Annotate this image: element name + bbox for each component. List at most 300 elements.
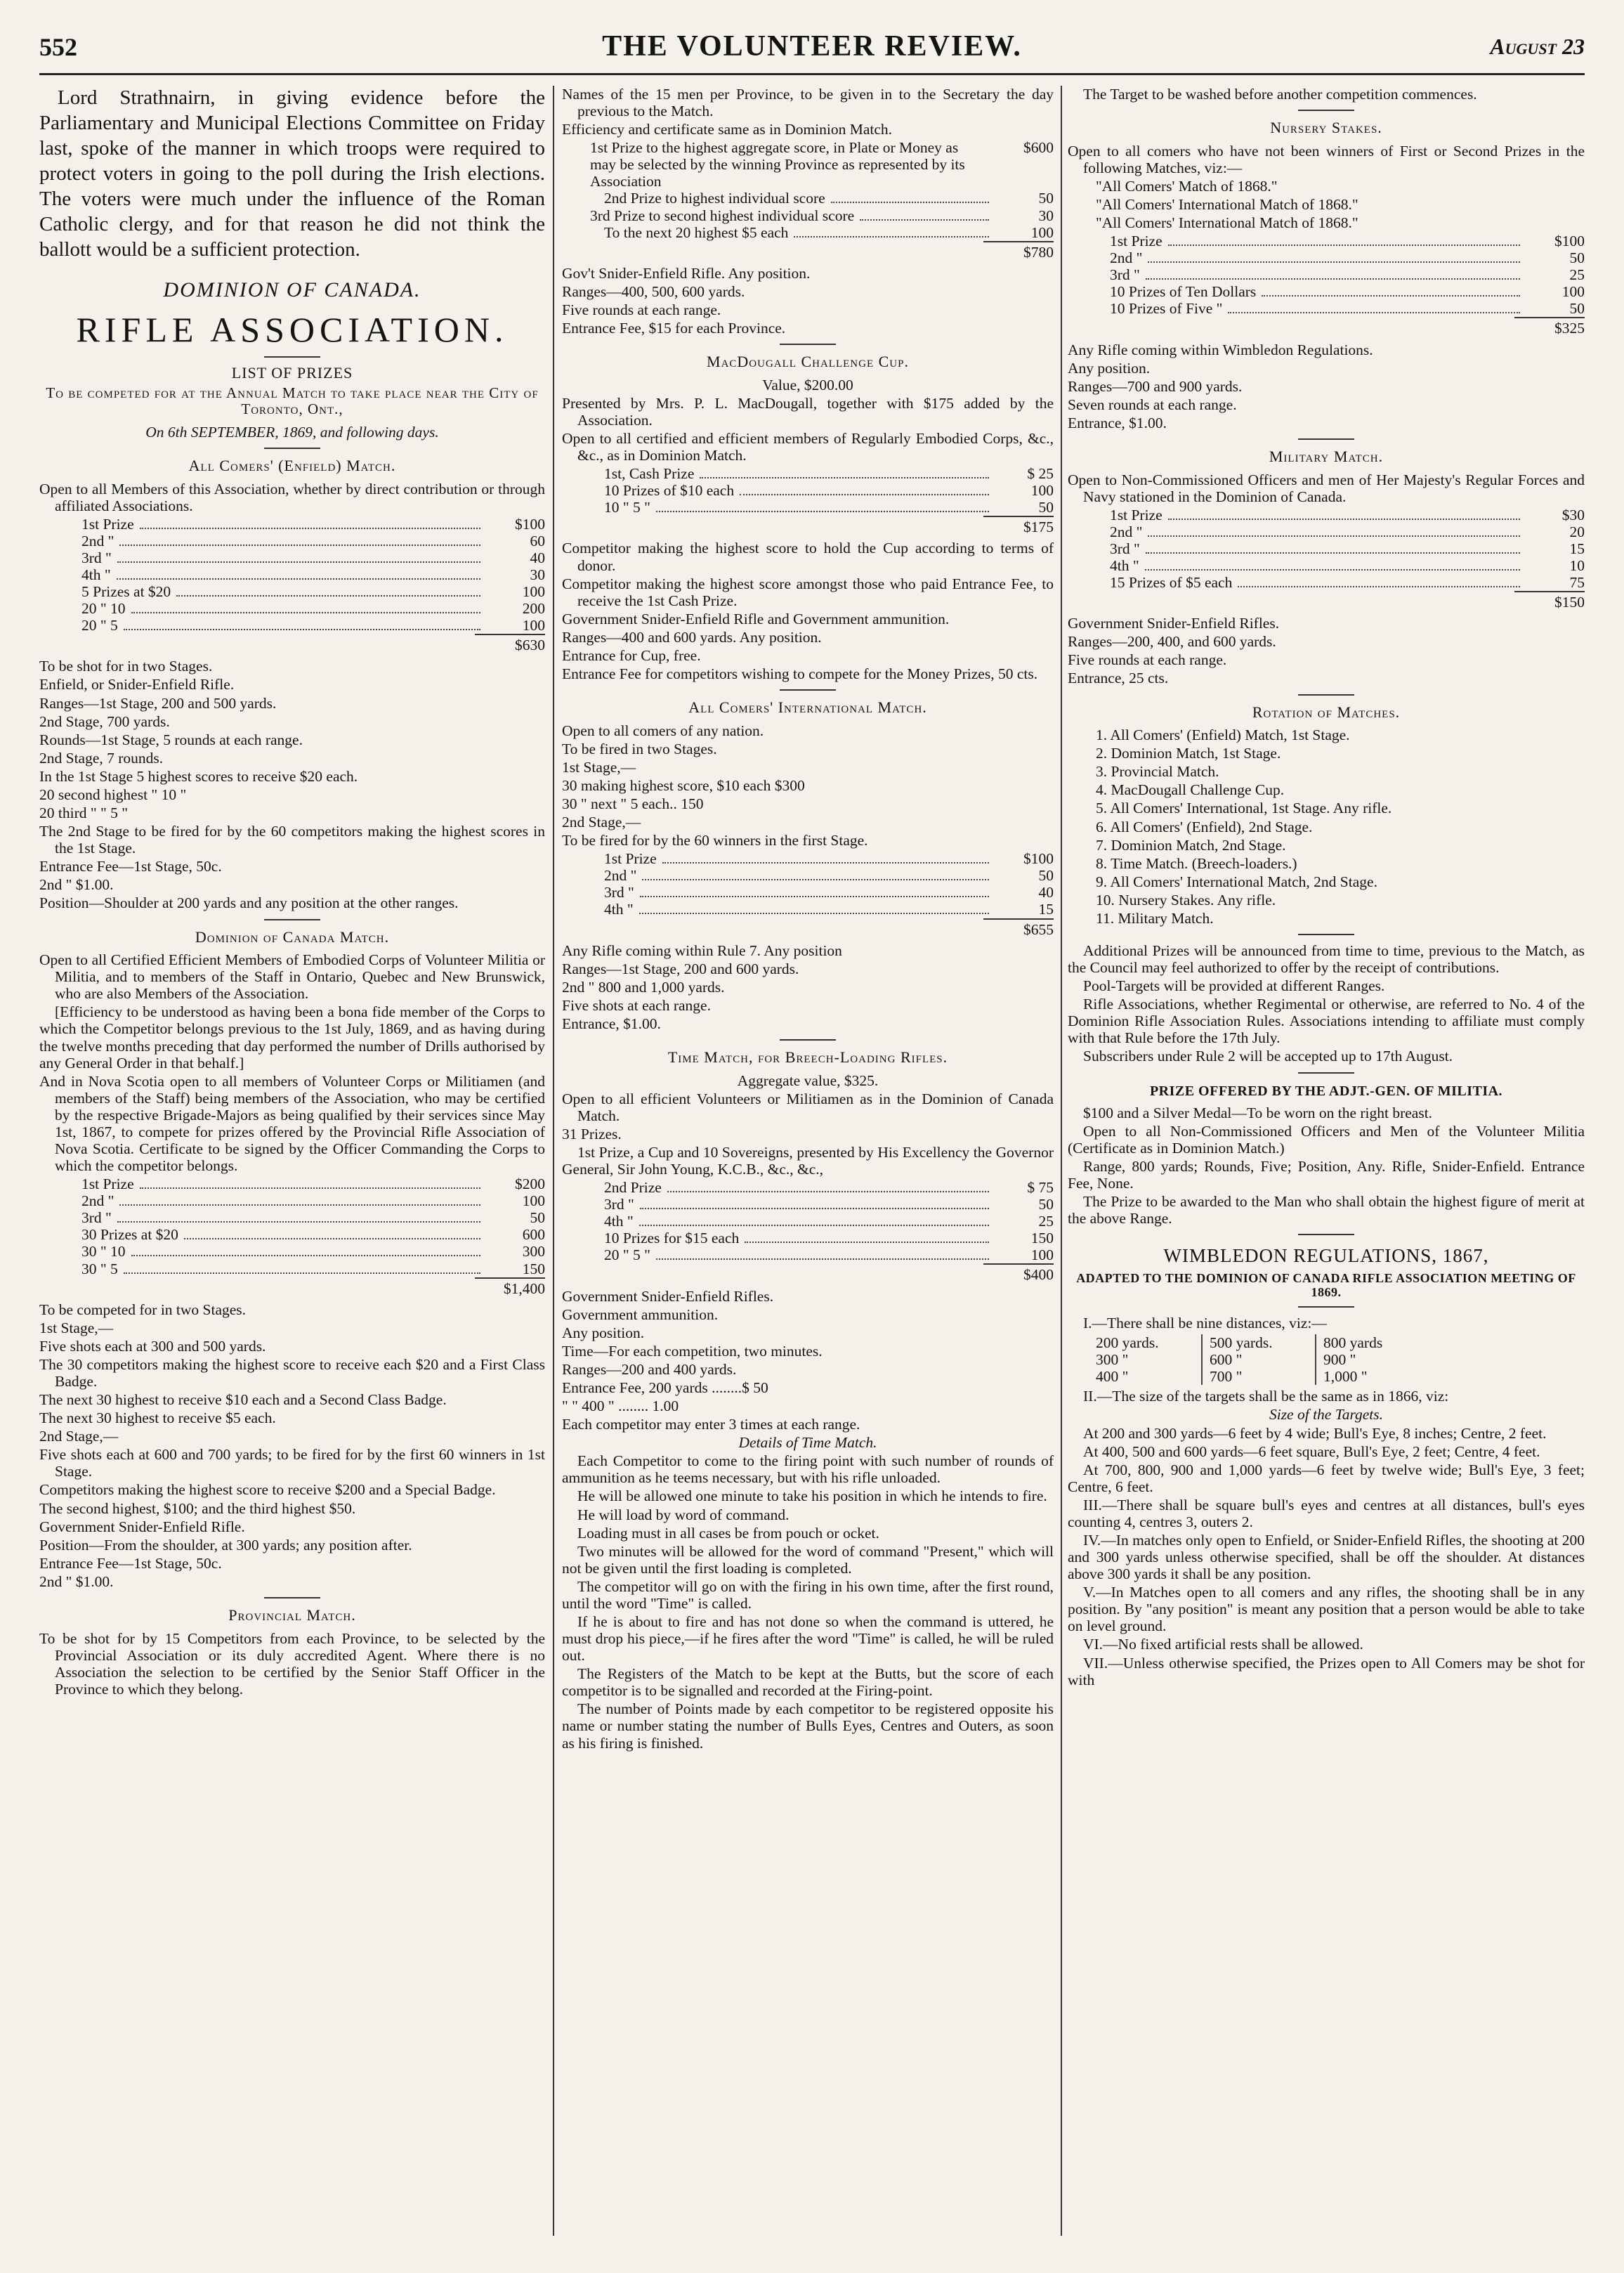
heading-all-comers-match: All Comers' (Enfield) Match. <box>188 457 396 474</box>
prize-row <box>1068 233 1585 249</box>
prize-value: 50 <box>1569 249 1585 267</box>
heading-rotation: Rotation of Matches. <box>1252 703 1401 721</box>
heading-dominion: DOMINION OF CANADA. <box>163 278 421 301</box>
prize-value: 600 <box>522 1226 545 1244</box>
prize-row <box>1068 507 1585 523</box>
rotation-notes <box>1068 942 1585 1065</box>
heading-wimbledon: WIMBLEDON REGULATIONS, 1867, <box>1163 1245 1489 1267</box>
adj-paras <box>1068 1105 1585 1227</box>
text-line: "All Comers' International Match of 1868." <box>1096 214 1358 232</box>
text-line: 3. Provincial Match. <box>1096 763 1219 781</box>
leader-dots <box>1168 245 1520 246</box>
prize-label: 3rd " <box>81 1209 112 1227</box>
aci-after <box>562 942 1054 1032</box>
text-line: Seven rounds at each range. <box>1068 396 1237 413</box>
prize-label: 30 " 10 <box>81 1243 126 1261</box>
divider <box>1298 694 1354 696</box>
text-line: Five shots each at 300 and 500 yards. <box>39 1337 266 1355</box>
text-line: Five shots each at 600 and 700 yards; to be fired for by the first 60 winners in 1st Stage. <box>39 1446 545 1480</box>
prize-label: 20 " 5 <box>81 617 118 634</box>
prize-value: $200 <box>515 1175 545 1193</box>
distances-table <box>1089 1334 1585 1385</box>
prize-label: 4th " <box>1110 556 1139 574</box>
prize-value: 50 <box>1038 190 1054 207</box>
leader-dots <box>119 1204 480 1206</box>
prize-label: 30 " 5 <box>81 1260 118 1277</box>
leader-dots <box>1146 552 1520 554</box>
prize-value: 30 <box>1038 207 1054 224</box>
prov-total: $780 <box>983 241 1054 261</box>
text-line: The Prize to be awarded to the Man who shall obtain the highest figure of merit at the above Range. <box>1068 1193 1585 1227</box>
text-line: At 400, 500 and 600 yards—6 feet square, Bull's Eye, 2 feet; Centre, 4 feet. <box>1083 1442 1540 1460</box>
text-line: The number of Points made by each competitor to be registered opposite his name or number stating the number of Bulls Eyes, Centres and Outers, as soon as his firing is finished. <box>562 1700 1054 1752</box>
text-line: 2nd Stage, 700 yards. <box>39 712 170 730</box>
heading-military-match: Military Match. <box>1269 447 1384 465</box>
prize-row <box>39 1261 545 1277</box>
time-rules <box>562 1452 1054 1751</box>
text-line: The 30 competitors making the highest score to receive each $20 and a First Class Badge. <box>39 1355 545 1390</box>
text-line: Each competitor may enter 3 times at each range. <box>562 1416 860 1433</box>
prize-value: 40 <box>530 549 545 566</box>
prize-label: 10 " 5 " <box>604 499 650 516</box>
prize-value: $100 <box>1023 850 1054 868</box>
prize-label: 1st Prize <box>604 850 657 868</box>
text-line: IV.—In matches only open to Enfield, or Snider-Enfield Rifles, the shooting at 200 and 300 yards unless otherwise specified, shall be off the shoulder. At distances above 300 yards it shall be any position. <box>1068 1531 1585 1583</box>
text-line: The second highest, $100; and the third highest $50. <box>39 1499 356 1517</box>
text-line: At 200 and 300 yards—6 feet by 4 wide; Bull's Eye, 8 inches; Centre, 2 feet. <box>1083 1424 1547 1442</box>
prize-row <box>39 617 545 634</box>
time-count: 31 Prizes. <box>562 1125 622 1142</box>
leader-dots <box>662 862 989 864</box>
prize-row <box>1068 523 1585 540</box>
leader-dots <box>124 629 480 630</box>
leader-dots <box>1146 278 1520 280</box>
prize-label: 10 Prizes for $15 each <box>604 1230 740 1247</box>
distance-column <box>1316 1334 1429 1385</box>
prize-value: $ 75 <box>1027 1179 1054 1197</box>
distance-cell: 600 " <box>1210 1351 1243 1369</box>
prize-value: 25 <box>1569 266 1585 284</box>
wimbledon-subtitle: ADAPTED TO THE DOMINION OF CANADA RIFLE ASSOCIATION MEETING OF 1869. <box>1076 1270 1576 1299</box>
divider <box>1298 1306 1354 1308</box>
time-open: Open to all efficient Volunteers or Militiamen as in the Dominion of Canada Match. <box>562 1090 1054 1124</box>
text-line: Ranges—400, 500, 600 yards. <box>562 282 745 300</box>
prize-row <box>562 207 1054 224</box>
leader-dots <box>124 1272 480 1274</box>
text-line: 20 third " " 5 " <box>39 805 129 822</box>
prize-label: 2nd " <box>81 1192 114 1210</box>
prize-label: 5 Prizes at $20 <box>81 583 171 601</box>
text-line: Government Snider-Enfield Rifle. <box>39 1518 245 1535</box>
prize-value: 50 <box>1038 499 1054 516</box>
size-targets-heading: Size of the Targets. <box>1269 1406 1384 1424</box>
prize-row <box>562 224 1054 241</box>
text-line: Entrance, 25 cts. <box>1068 670 1169 687</box>
text-line: Open to all Non-Commissioned Officers and Men of the Volunteer Militia (Certificate as in Dominion Match.) <box>1068 1123 1585 1157</box>
rotation-list <box>1068 727 1585 927</box>
prize-value: 50 <box>1038 1196 1054 1213</box>
text-line: Entrance Fee—1st Stage, 50c. <box>39 1554 222 1572</box>
prize-label: 4th " <box>81 566 111 584</box>
prize-row <box>39 583 545 600</box>
prize-row <box>39 516 545 533</box>
acm-open: Open to all Members of this Association, whether by direct contribution or through affiliated Associations. <box>39 480 545 514</box>
time-details-heading: Details of Time Match. <box>738 1434 877 1452</box>
leader-dots <box>642 879 989 880</box>
match-date: On 6th SEPTEMBER, 1869, and following days. <box>145 423 439 441</box>
prize-row <box>39 1192 545 1209</box>
publication-title: THE VOLUNTEER REVIEW. <box>602 30 1022 63</box>
text-line: 2nd " $1.00. <box>39 876 114 894</box>
text-line: 9. All Comers' International Match, 2nd Stage. <box>1096 873 1377 890</box>
prize-label: 1st Prize <box>81 515 134 533</box>
text-line: Government Snider-Enfield Rifle and Government ammunition. <box>562 610 950 627</box>
text-line: Open to all comers of any nation. <box>562 722 764 739</box>
prize-label: 10 Prizes of Ten Dollars <box>1110 283 1257 301</box>
prize-row <box>39 1209 545 1226</box>
text-line: Position—Shoulder at 200 yards and any position at the other ranges. <box>39 894 459 912</box>
text-line: Entrance, $1.00. <box>1068 414 1167 431</box>
page-number: 552 <box>39 33 77 61</box>
divider <box>1298 1072 1354 1074</box>
leader-dots <box>140 1187 480 1189</box>
mil-conditions <box>1068 615 1585 686</box>
leader-dots <box>131 1255 480 1256</box>
text-line: Entrance Fee, $15 for each Province. <box>562 320 786 337</box>
text-line: Gov't Snider-Enfield Rifle. Any position. <box>562 264 811 282</box>
leader-dots <box>184 1238 480 1239</box>
aci-conditions <box>562 722 1054 849</box>
text-line: Entrance Fee for competitors wishing to compete for the Money Prizes, 50 cts. <box>562 665 1038 682</box>
text-line: Five rounds at each range. <box>562 301 721 318</box>
distance-cell: 400 " <box>1096 1368 1129 1386</box>
prize-label: 4th " <box>604 901 634 918</box>
distance-cell: 800 yards <box>1323 1334 1383 1352</box>
leader-dots <box>117 578 480 580</box>
prize-label: 2nd " <box>81 532 114 549</box>
leader-dots <box>1168 519 1520 520</box>
masthead <box>39 28 1585 75</box>
leader-dots <box>860 219 989 221</box>
text-line: If he is about to fire and has not done so when the command is uttered, he must drop his piece,—if he fires after the word "Time" is called, he will be ruled out. <box>562 1613 1054 1665</box>
prize-row <box>1068 283 1585 300</box>
leader-dots <box>1238 586 1520 587</box>
text-line: Entrance for Cup, free. <box>562 646 701 664</box>
text-line: Names of the 15 men per Province, to be given in to the Secretary the day previous to the Match. <box>562 86 1054 120</box>
heading-nursery-stakes: Nursery Stakes. <box>1270 119 1382 137</box>
prize-label: 3rd Prize to second highest individual score <box>590 207 855 224</box>
distance-column <box>1089 1334 1203 1385</box>
text-line: The competitor will go on with the firing in his own time, after the first round, until the word "Time" is called. <box>562 1577 1054 1612</box>
text-line: Two minutes will be allowed for the word of command "Present," which will not be given until the first loading is completed. <box>562 1542 1054 1577</box>
heading-time-match: Time Match, for Breech-Loading Rifles. <box>667 1048 948 1066</box>
text-line: 7. Dominion Match, 2nd Stage. <box>1096 836 1286 854</box>
prize-value: 50 <box>530 1209 545 1227</box>
prov-conditions <box>562 265 1054 337</box>
leader-dots <box>640 1208 989 1209</box>
leader-dots <box>745 1242 989 1243</box>
leader-dots <box>667 1191 989 1192</box>
text-line: Government ammunition. <box>562 1305 719 1323</box>
prize-label: 2nd Prize <box>604 1179 662 1197</box>
prize-row <box>1068 300 1585 317</box>
text-line: Rifle Associations, whether Regimental or otherwise, are referred to No. 4 of the Dominion Rifle Association Rules. Associations intending to affiliate must comply with that Rule before the 17th July. <box>1068 996 1585 1047</box>
text-line: 1st Stage,— <box>39 1319 114 1336</box>
time-first: 1st Prize, a Cup and 10 Sovereigns, presented by His Excellency the Governor General, Sir John Young, K.C.B., &c., &c., <box>562 1143 1054 1178</box>
prize-label: 1st Prize <box>81 1175 134 1193</box>
prize-label: 2nd " <box>1110 249 1143 267</box>
prize-row <box>562 850 1054 867</box>
distance-cell: 900 " <box>1323 1351 1356 1369</box>
mac-value: Value, $200.00 <box>762 376 853 393</box>
text-line: To be shot for in two Stages. <box>39 658 213 675</box>
text-line: To be competed for in two Stages. <box>39 1301 247 1318</box>
prize-row <box>562 499 1054 516</box>
prize-value: 200 <box>522 600 545 618</box>
time-conditions <box>562 1288 1054 1433</box>
text-line: He will be allowed one minute to take his position in which he intends to fire. <box>577 1487 1047 1505</box>
text-line: "All Comers' Match of 1868." <box>1096 177 1278 195</box>
prize-label: 1st, Cash Prize <box>604 465 695 483</box>
prize-value: 15 <box>1569 540 1585 557</box>
prize-label: To the next 20 highest $5 each <box>604 223 789 241</box>
heading-list-of-prizes: LIST OF PRIZES <box>231 364 353 382</box>
text-line: III.—There shall be square bull's eyes and centres at all distances, bull's eyes counting 4, centres 3, outers 2. <box>1068 1496 1585 1530</box>
prize-label: 15 Prizes of $5 each <box>1110 574 1233 592</box>
distance-column <box>1203 1334 1316 1385</box>
text-line: Each Competitor to come to the firing point with such number of rounds of ammunition as he teems necessary, but with his rifle unloaded. <box>562 1452 1054 1487</box>
text-line: Any position. <box>1068 359 1151 377</box>
prize-row <box>1068 540 1585 557</box>
text-line: Additional Prizes will be announced from time to time, previous to the Match, as the Council may feel authorized to offer by the receipt of contributions. <box>1068 942 1585 977</box>
acm-conditions <box>39 658 545 911</box>
nurs-open: Open to all comers who have not been winners of First or Second Prizes in the following Matches, viz:— <box>1068 142 1585 176</box>
heading-macdougall-cup: MacDougall Challenge Cup. <box>707 353 909 371</box>
leader-dots <box>700 477 989 478</box>
column-1 <box>39 86 545 2257</box>
leader-dots <box>831 202 989 203</box>
text-line: 2nd Stage, 7 rounds. <box>39 749 164 767</box>
leader-dots <box>131 612 480 613</box>
prize-row <box>39 1175 545 1192</box>
text-line: Ranges—200 and 400 yards. <box>562 1360 737 1378</box>
leader-dots <box>656 511 989 512</box>
leader-dots <box>117 1221 480 1223</box>
mac-conditions <box>562 540 1054 682</box>
prize-value: $600 <box>1023 139 1054 157</box>
leader-dots <box>1228 312 1520 313</box>
text-line: 30 " next " 5 each.. 150 <box>562 795 704 812</box>
text-line: "All Comers' International Match of 1868." <box>1096 195 1358 213</box>
text-line: VII.—Unless otherwise specified, the Prizes open to All Comers may be shot for with <box>1068 1654 1585 1688</box>
mil-prize-list <box>1068 507 1585 591</box>
text-line: The 2nd Stage to be fired for by the 60 competitors making the highest scores in the 1st Stage. <box>39 823 545 857</box>
prize-label: 3rd " <box>604 884 634 901</box>
mac-text: Presented by Mrs. P. L. MacDougall, together with $175 added by the Association. <box>562 394 1054 429</box>
leader-dots <box>140 528 480 529</box>
prize-label: 20 " 10 <box>81 600 126 618</box>
prize-label: 3rd " <box>604 1196 634 1213</box>
issue-date: August 23 <box>1490 34 1585 59</box>
text-line: Entrance Fee, 200 yards ........$ 50 <box>562 1379 768 1396</box>
text-line: 4. MacDougall Challenge Cup. <box>1096 781 1285 799</box>
prize-row <box>39 1226 545 1243</box>
prize-value: 100 <box>1030 482 1054 500</box>
prize-row <box>562 901 1054 918</box>
mac-prize-list <box>562 465 1054 516</box>
prize-value: $30 <box>1561 506 1585 523</box>
prize-row <box>562 465 1054 482</box>
wim-rule-ii: II.—The size of the targets shall be the same as in 1866, viz: <box>1083 1388 1449 1405</box>
prov-prize-list <box>562 139 1054 240</box>
text-line: To be fired in two Stages. <box>562 740 717 757</box>
divider <box>264 448 320 449</box>
text-line: Efficiency and certificate same as in Dominion Match. <box>562 121 893 138</box>
text-line: Ranges—1st Stage, 200 and 500 yards. <box>39 694 277 712</box>
text-line: Position—From the shoulder, at 300 yards; any position after. <box>39 1536 412 1554</box>
text-line: 5. All Comers' International, 1st Stage. Any rifle. <box>1096 800 1392 817</box>
prize-row <box>1068 574 1585 591</box>
acm-prize-list <box>39 516 545 634</box>
prize-value: 100 <box>522 617 545 634</box>
text-line: $100 and a Silver Medal—To be worn on the right breast. <box>1083 1104 1433 1121</box>
text-line: 20 second highest " 10 " <box>39 786 187 803</box>
heading-dominion-match: Dominion of Canada Match. <box>195 927 390 946</box>
leader-dots <box>640 896 989 897</box>
prize-row <box>1068 249 1585 266</box>
text-line: Loading must in all cases be from pouch or ocket. <box>577 1524 879 1542</box>
text-line: Rounds—1st Stage, 5 rounds at each range. <box>39 731 303 748</box>
divider <box>1298 110 1354 111</box>
prize-value: 150 <box>1030 1230 1054 1247</box>
text-line: Ranges—1st Stage, 200 and 600 yards. <box>562 960 799 977</box>
dcm-conditions <box>39 1301 545 1590</box>
prize-value: 300 <box>522 1243 545 1261</box>
nurs-exclusions <box>1068 178 1585 231</box>
distance-cell: 1,000 " <box>1323 1368 1368 1386</box>
leader-dots <box>1145 569 1520 571</box>
prize-value: 100 <box>1030 223 1054 241</box>
text-line: Pool-Targets will be provided at different Ranges. <box>1083 977 1385 995</box>
nurs-total: $325 <box>1514 317 1585 337</box>
leader-dots <box>117 561 480 563</box>
divider <box>780 1039 836 1041</box>
leader-dots <box>794 236 989 237</box>
text-line: To be fired for by the 60 winners in the first Stage. <box>562 832 868 849</box>
prize-row <box>1068 557 1585 574</box>
prize-label: 2nd " <box>604 867 637 885</box>
text-line: 8. Time Match. (Breech-loaders.) <box>1096 854 1297 872</box>
prize-label: 30 Prizes at $20 <box>81 1226 178 1244</box>
leader-dots <box>1262 295 1520 297</box>
prize-label: 3rd " <box>1110 540 1140 557</box>
text-line: The next 30 highest to receive $10 each and a Second Class Badge. <box>39 1391 447 1409</box>
prize-value: 100 <box>522 1192 545 1210</box>
text-line: Enfield, or Snider-Enfield Rifle. <box>39 676 235 693</box>
distance-cell: 700 " <box>1210 1368 1243 1386</box>
divider <box>780 344 836 345</box>
prize-value: 15 <box>1038 901 1054 918</box>
time-prize-list <box>562 1179 1054 1263</box>
column-3 <box>1068 86 1585 2257</box>
prize-label: 2nd Prize to highest individual score <box>604 190 825 207</box>
mac-open: Open to all certified and efficient members of Regularly Embodied Corps, &c., &c., as in Dominion Match. <box>562 429 1054 464</box>
divider <box>1298 438 1354 440</box>
competed-note: To be competed for at the Annual Match to take place near the City of Toronto, Ont., <box>46 384 539 418</box>
dcm-total: $1,400 <box>475 1277 545 1297</box>
prize-label: 20 " 5 " <box>604 1246 650 1264</box>
divider <box>1298 934 1354 935</box>
text-line: At 700, 800, 900 and 1,000 yards—6 feet by twelve wide; Bull's Eye, 3 feet; Centre, 6 feet. <box>1068 1461 1585 1495</box>
divider <box>1298 1234 1354 1235</box>
text-line: The Registers of the Match to be kept at the Butts, but the score of each competitor is to be signalled and recorded at the Firing-point. <box>562 1665 1054 1700</box>
text-line: Ranges—700 and 900 yards. <box>1068 377 1243 395</box>
text-line: He will load by word of command. <box>577 1506 790 1523</box>
prize-row <box>39 533 545 549</box>
text-line: 2nd " 800 and 1,000 yards. <box>562 978 725 996</box>
nurs-prize-list <box>1068 233 1585 317</box>
dcm-efficiency: [Efficiency to be understood as having been a bona fide member of the Corps to which the Competitor belongs previous to the 1st July, 1869, and as having during the twelve months preceding that day performed the number of Drills authorised by any General Order in that behalf.] <box>39 1003 545 1072</box>
heading-provincial-match: Provincial Match. <box>228 1606 356 1624</box>
leader-dots <box>119 545 480 546</box>
text-line: 30 making highest score, $10 each $300 <box>562 776 805 794</box>
prize-row <box>39 600 545 617</box>
text-line: 2nd Stage,— <box>39 1428 119 1445</box>
mil-open: Open to Non-Commissioned Officers and men of Her Majesty's Regular Forces and Navy stationed in the Dominion of Canada. <box>1068 471 1585 505</box>
dcm-nova-scotia: And in Nova Scotia open to all members of Volunteer Corps or Militiamen (and members of the Staff) being members of the Association, who may be certified by the respective Brigade-Majors as being qualified by their services since May 1st, 1867, to compete for prizes offered by the Provincial Rifle Association of Nova Scotia. Certificate to be signed by the Officer Commanding the Corps to which the competitor belongs. <box>39 1072 545 1175</box>
text-line: 6. All Comers' (Enfield), 2nd Stage. <box>1096 818 1313 835</box>
aci-prize-list <box>562 850 1054 918</box>
time-value: Aggregate value, $325. <box>737 1072 879 1089</box>
mil-total: $150 <box>1514 591 1585 611</box>
prize-row <box>562 482 1054 499</box>
prize-row <box>39 1243 545 1260</box>
text-line: In the 1st Stage 5 highest scores to receive $20 each. <box>39 767 358 785</box>
prize-label: 1st Prize <box>1110 233 1163 250</box>
text-line: 1st Stage,— <box>562 758 636 776</box>
nurs-conditions <box>1068 341 1585 431</box>
prize-label: 1st Prize <box>1110 506 1163 523</box>
prize-value: 60 <box>530 532 545 549</box>
leader-dots <box>176 595 480 597</box>
text-line: VI.—No fixed artificial rests shall be allowed. <box>1083 1636 1363 1653</box>
leader-dots <box>639 913 989 914</box>
divider <box>780 689 836 691</box>
leader-dots <box>639 1225 989 1226</box>
leader-dots <box>740 494 989 495</box>
text-line: Subscribers under Rule 2 will be accepted up to 17th August. <box>1083 1048 1453 1065</box>
dcm-prize-list <box>39 1175 545 1277</box>
text-line: Five shots at each range. <box>562 996 711 1014</box>
prize-row <box>562 884 1054 901</box>
prize-label: 10 Prizes of Five " <box>1110 300 1223 318</box>
heading-adjt-gen-prize: PRIZE OFFERED BY THE ADJT.-GEN. OF MILITIA. <box>1149 1083 1503 1099</box>
prize-label: 1st Prize to the highest aggregate score, in Plate or Money as may be selected by the winning Province as represented by its Association <box>590 139 965 190</box>
lead-paragraph: Lord Strathnairn, in giving evidence before the Parliamentary and Municipal Elections Committee on Friday last, spoke of the manner in which troops were required to protect voters in going to the poll during the Irish elections. The voters were much under the influence of the Roman Catholic clergy, and for that reason he did not think the ballott would be a sufficient protection. <box>39 86 545 261</box>
text-line: Ranges—400 and 600 yards. Any position. <box>562 628 822 646</box>
prize-value: $100 <box>1554 233 1585 250</box>
prize-value: 100 <box>522 583 545 601</box>
prize-value: 50 <box>1038 867 1054 885</box>
prize-row <box>562 1213 1054 1230</box>
text-line: Range, 800 yards; Rounds, Five; Position, Any. Rifle, Snider-Enfield. Entrance Fee, None. <box>1068 1158 1585 1192</box>
prize-row <box>562 139 1054 190</box>
leader-dots <box>1148 261 1520 263</box>
acm-total: $630 <box>475 634 545 653</box>
text-line: Any position. <box>562 1324 645 1341</box>
text-line: Government Snider-Enfield Rifles. <box>1068 615 1280 632</box>
prize-row <box>39 549 545 566</box>
